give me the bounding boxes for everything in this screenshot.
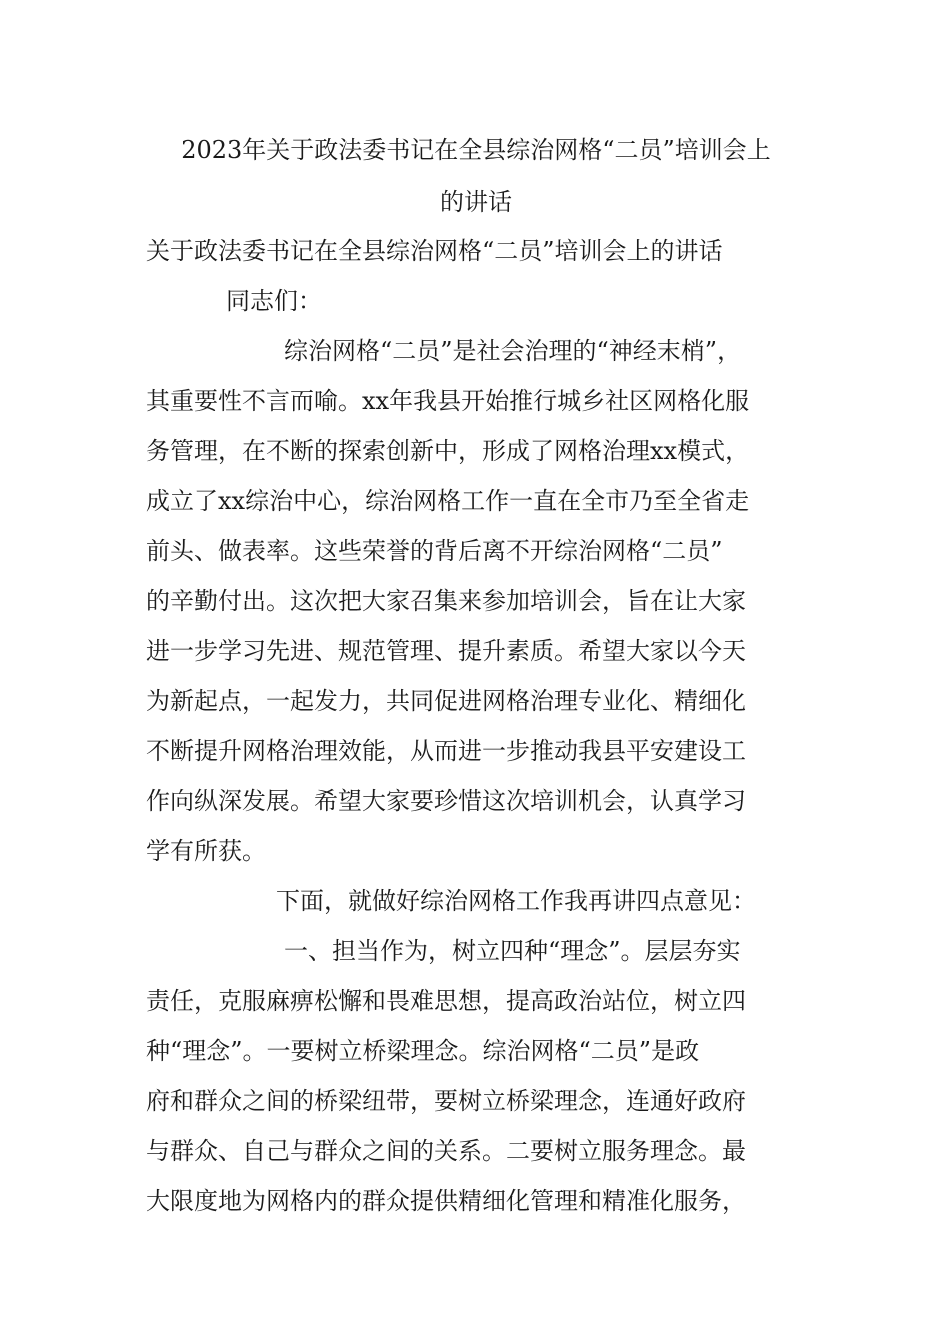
paragraph-1-line: 的辛勤付出。这次把大家召集来参加培训会，旨在让大家 [146, 587, 746, 615]
paragraph-3-line: 府和群众之间的桥梁纽带，要树立桥梁理念，连通好政府 [146, 1087, 746, 1115]
paragraph-1-line: 为新起点，一起发力，共同促进网格治理专业化、精细化 [146, 687, 746, 715]
paragraph-2: 下面，就做好综治网格工作我再讲四点意见： [276, 887, 756, 915]
document-title-line-2: 的讲话 [440, 188, 512, 216]
salutation: 同志们： [226, 287, 322, 315]
paragraph-3-line: 种“理念”。一要树立桥梁理念。综治网格“二员”是政 [146, 1037, 700, 1065]
paragraph-1-line: 进一步学习先进、规范管理、提升素质。希望大家以今天 [146, 637, 746, 665]
paragraph-1-line: 前头、做表率。这些荣誉的背后离不开综治网格“二员” [146, 537, 723, 565]
paragraph-3-line: 大限度地为网格内的群众提供精细化管理和精准化服务， [146, 1187, 746, 1215]
paragraph-1-line: 学有所获。 [146, 837, 266, 865]
document-title-line-1: 2023年关于政法委书记在全县综治网格“二员”培训会上 [181, 136, 771, 164]
paragraph-1-line: 务管理，在不断的探索创新中，形成了网格治理xx模式， [146, 437, 750, 465]
paragraph-3-line: 与群众、自己与群众之间的关系。二要树立服务理念。最 [146, 1137, 746, 1165]
paragraph-3-line: 责任，克服麻痹松懈和畏难思想，提高政治站位，树立四 [146, 987, 746, 1015]
paragraph-1-line: 成立了xx综治中心，综治网格工作一直在全市乃至全省走 [146, 487, 750, 515]
paragraph-1-line: 其重要性不言而喻。xx年我县开始推行城乡社区网格化服 [146, 387, 750, 415]
paragraph-3-line: 一、担当作为，树立四种“理念”。层层夯实 [284, 937, 741, 965]
paragraph-1-line: 不断提升网格治理效能，从而进一步推动我县平安建设工 [146, 737, 746, 765]
paragraph-1-line: 综治网格“二员”是社会治理的“神经末梢”， [284, 337, 742, 365]
paragraph-1-line: 作向纵深发展。希望大家要珍惜这次培训机会，认真学习 [146, 787, 746, 815]
document-subtitle: 关于政法委书记在全县综治网格“二员”培训会上的讲话 [146, 237, 723, 265]
